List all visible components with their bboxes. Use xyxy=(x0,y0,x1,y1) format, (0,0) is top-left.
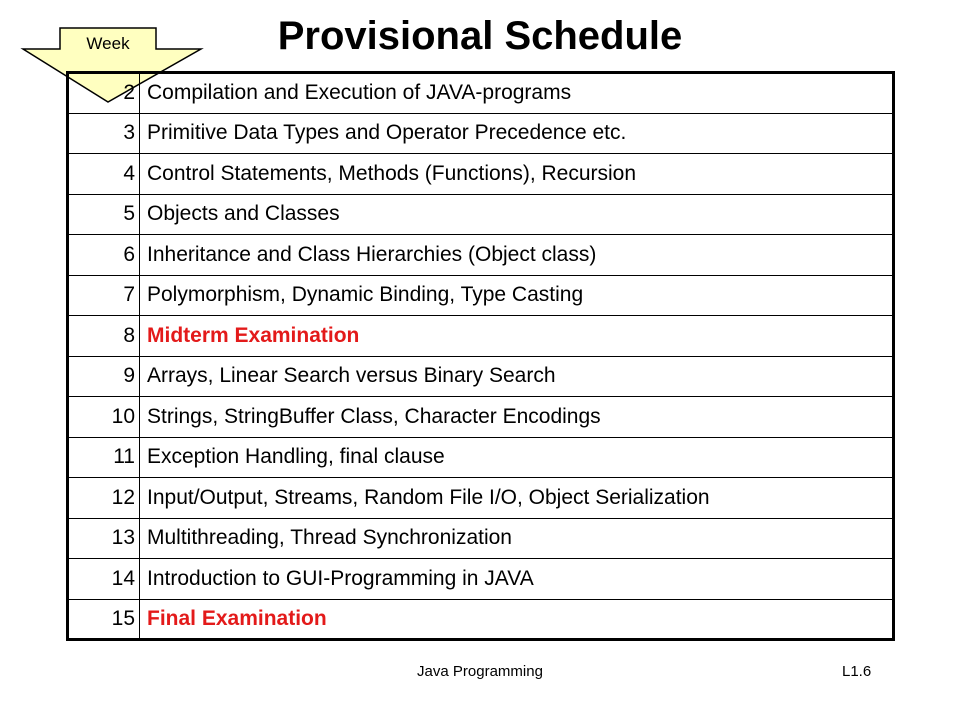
schedule-row xyxy=(68,356,894,397)
topic: Input/Output, Streams, Random File I/O, Object Serialization xyxy=(140,478,894,519)
week-number: 6 xyxy=(68,235,140,276)
schedule-row xyxy=(68,73,894,114)
schedule-row xyxy=(68,194,894,235)
schedule-row xyxy=(68,599,894,640)
schedule-row xyxy=(68,437,894,478)
topic: Introduction to GUI-Programming in JAVA xyxy=(140,559,894,600)
topic: Control Statements, Methods (Functions), Recursion xyxy=(140,154,894,195)
slide-title: Provisional Schedule xyxy=(277,14,683,58)
week-number: 9 xyxy=(68,356,140,397)
schedule-row xyxy=(68,316,894,357)
exam-topic: Final Examination xyxy=(140,599,894,640)
exam-topic: Midterm Examination xyxy=(140,316,894,357)
week-number: 11 xyxy=(68,437,140,478)
schedule-table xyxy=(66,71,895,641)
week-number: 10 xyxy=(68,397,140,438)
topic: Primitive Data Types and Operator Precedence etc. xyxy=(140,113,894,154)
week-number: 14 xyxy=(68,559,140,600)
schedule-row xyxy=(68,275,894,316)
week-number: 15 xyxy=(68,599,140,640)
topic: Strings, StringBuffer Class, Character Encodings xyxy=(140,397,894,438)
topic: Arrays, Linear Search versus Binary Search xyxy=(140,356,894,397)
footer-course-title: Java Programming xyxy=(417,663,543,680)
topic: Inheritance and Class Hierarchies (Object class) xyxy=(140,235,894,276)
topic: Polymorphism, Dynamic Binding, Type Casting xyxy=(140,275,894,316)
schedule-body xyxy=(68,73,894,640)
schedule-row xyxy=(68,397,894,438)
footer-slide-number: L1.6 xyxy=(842,663,872,680)
schedule-row xyxy=(68,518,894,559)
week-number: 7 xyxy=(68,275,140,316)
week-number: 3 xyxy=(68,113,140,154)
topic: Compilation and Execution of JAVA-programs xyxy=(140,73,894,114)
schedule-row xyxy=(68,559,894,600)
topic: Exception Handling, final clause xyxy=(140,437,894,478)
schedule-row xyxy=(68,154,894,195)
schedule-row xyxy=(68,478,894,519)
week-number: 5 xyxy=(68,194,140,235)
topic: Multithreading, Thread Synchronization xyxy=(140,518,894,559)
week-number: 13 xyxy=(68,518,140,559)
schedule-row xyxy=(68,235,894,276)
schedule-row xyxy=(68,113,894,154)
week-number: 2 xyxy=(68,73,140,114)
week-header-label: Week xyxy=(86,34,130,53)
week-number: 12 xyxy=(68,478,140,519)
week-number: 4 xyxy=(68,154,140,195)
week-number: 8 xyxy=(68,316,140,357)
topic: Objects and Classes xyxy=(140,194,894,235)
